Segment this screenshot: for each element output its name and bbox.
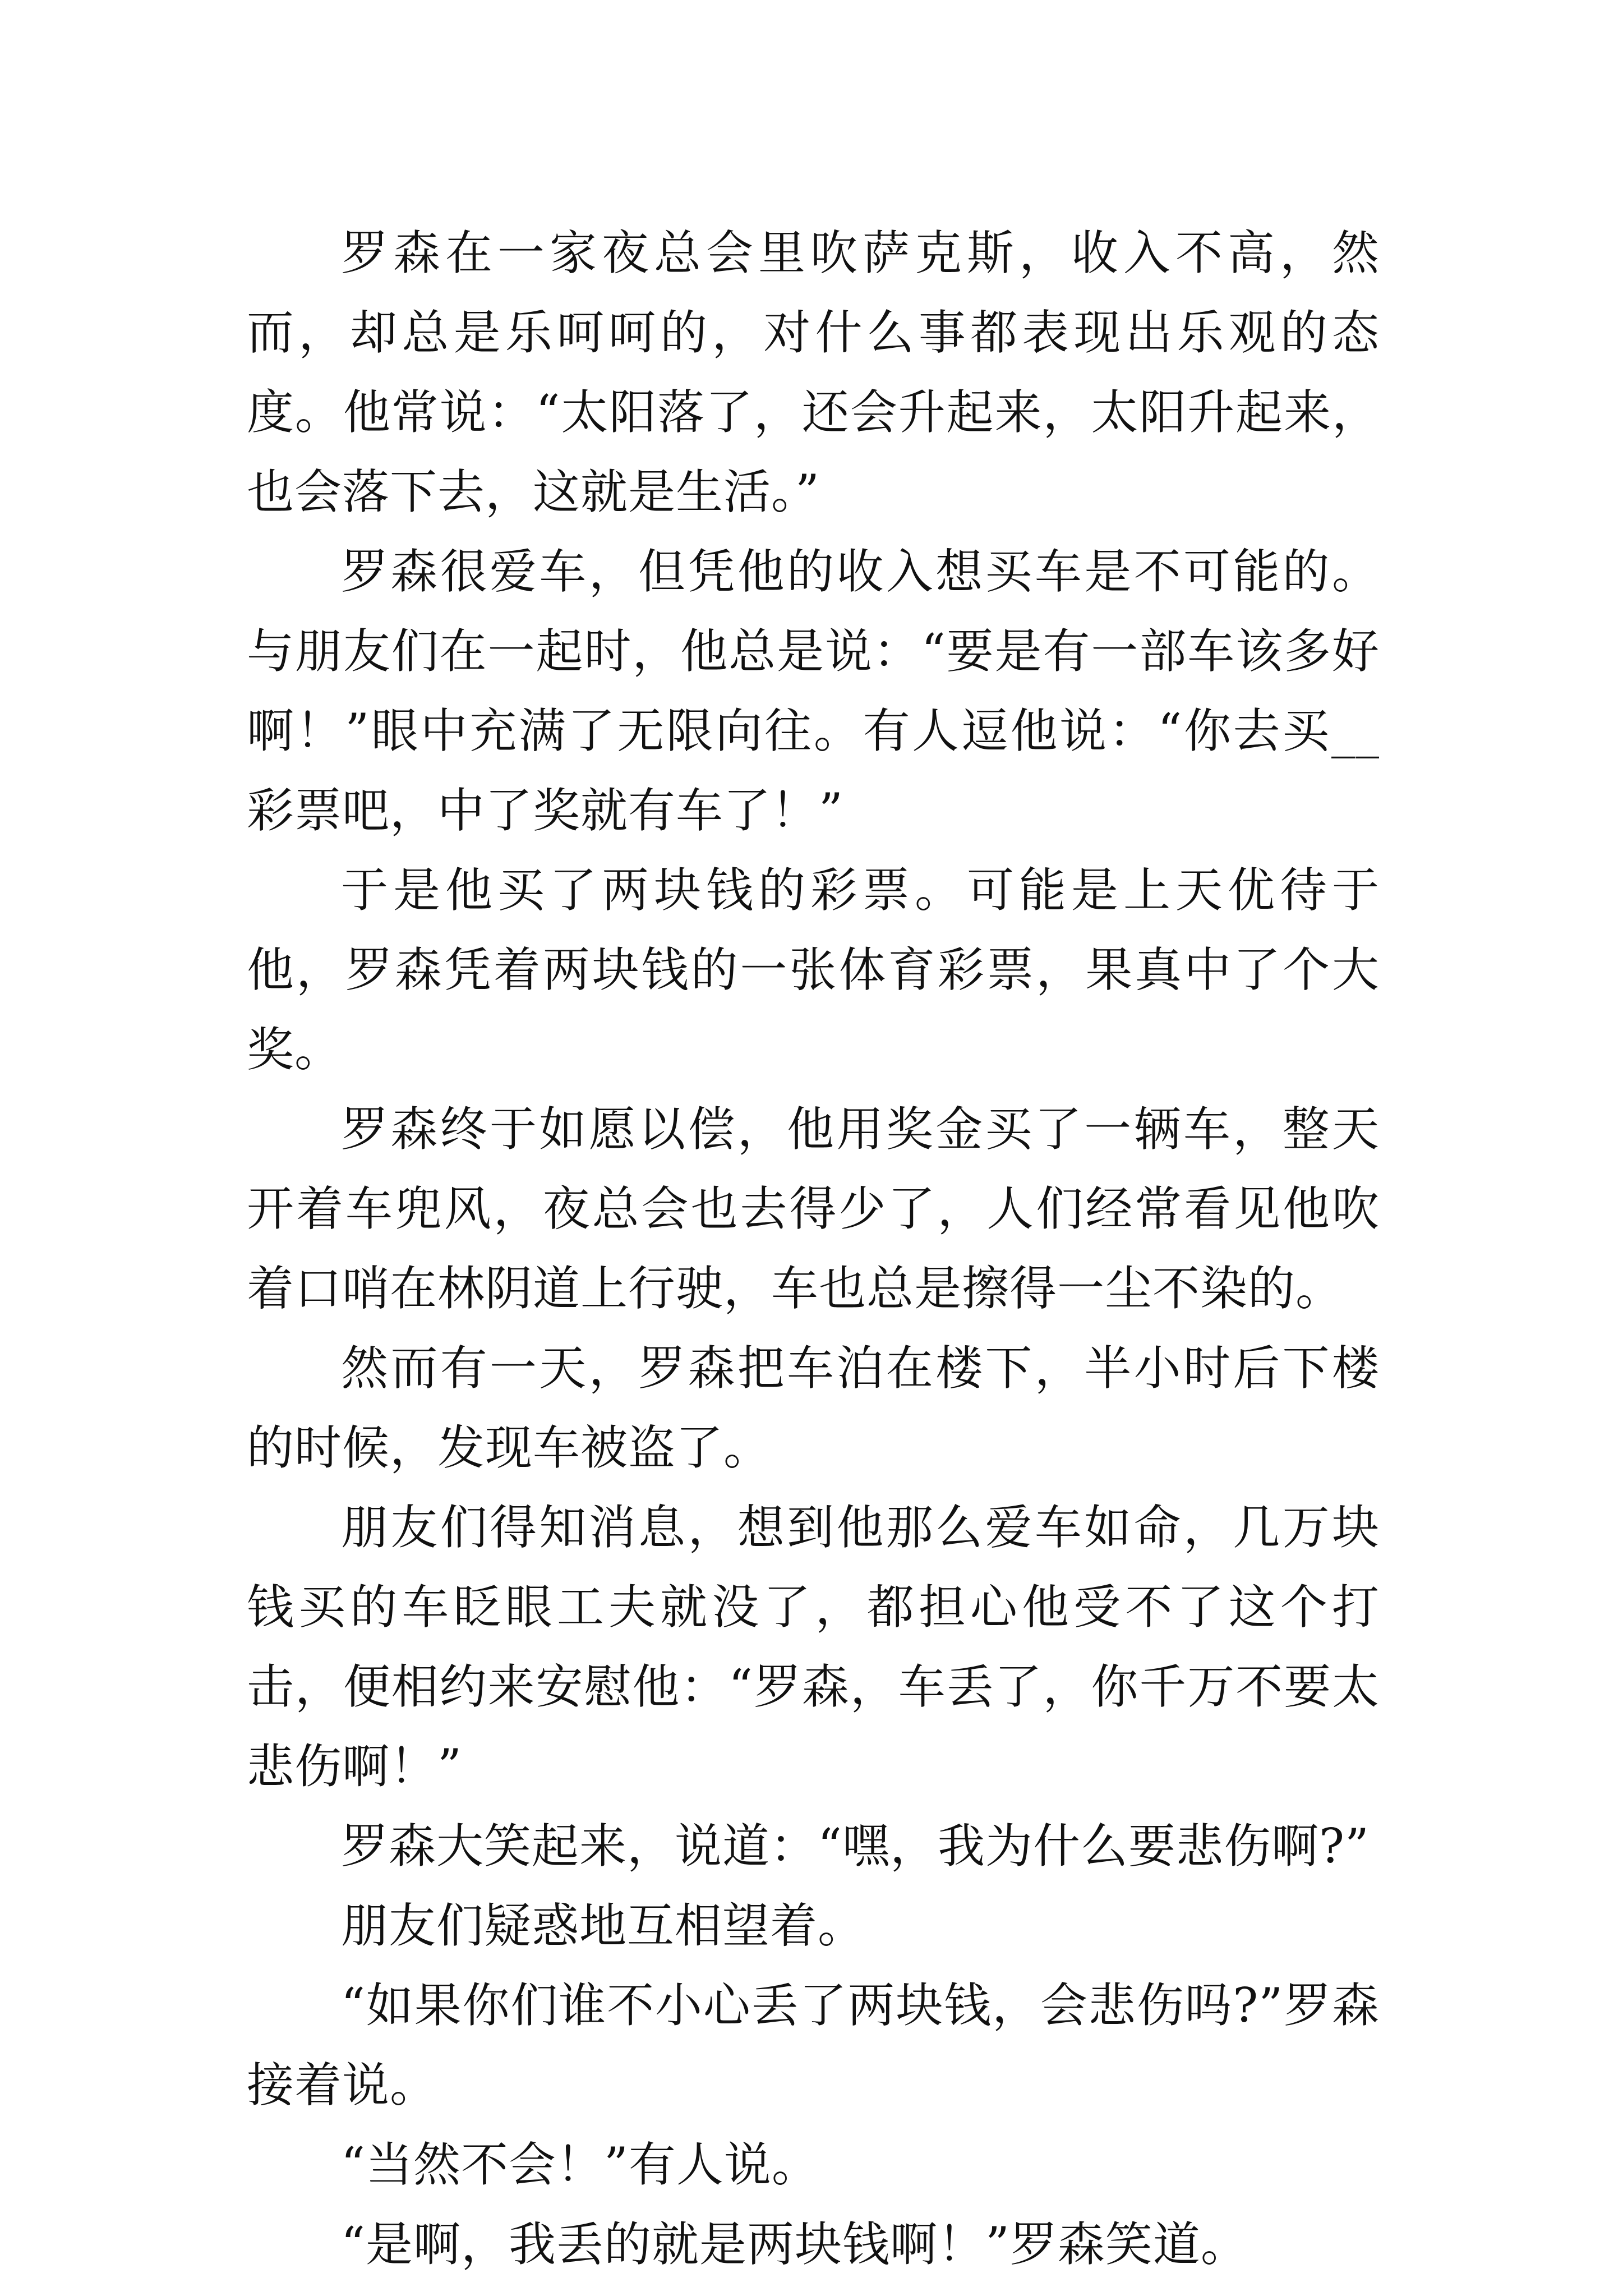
paragraph-3: 于是他买了两块钱的彩票。可能是上天优待于他，罗森凭着两块钱的一张体育彩票，果真中了个大奖。	[247, 863, 1380, 1077]
paragraph-7: 罗森大笑起来，说道：“嘿，我为什么要悲伤啊?”	[341, 1819, 1370, 1874]
paragraph-4: 罗森终于如愿以偿，他用奖金买了一辆车，整天开着车兜风，夜总会也去得少了，人们经常看见他吹着口哨在林阴道上行驶，车也总是擦得一尘不染的。	[247, 1102, 1380, 1316]
paragraph-2: 罗森很爱车，但凭他的收入想买车是不可能的。与朋友们在一起时，他总是说：“要是有一部车该多好啊！”眼中充满了无限向往。有人逗他说：“你去买__彩票吧，中了奖就有车了！”	[247, 544, 1380, 838]
paragraph-10: “当然不会！”有人说。	[341, 2137, 819, 2192]
paragraph-6: 朋友们得知消息，想到他那么爱车如命，几万块钱买的车眨眼工夫就没了，都担心他受不了这个打击，便相约来安慰他：“罗森，车丢了，你千万不要太悲伤啊！”	[247, 1500, 1380, 1794]
paragraph-5: 然而有一天，罗森把车泊在楼下，半小时后下楼的时候，发现车被盗了。	[247, 1341, 1380, 1475]
paragraph-1: 罗森在一家夜总会里吹萨克斯，收入不高，然而，却总是乐呵呵的，对什么事都表现出乐观的态度。他常说：“太阳落了，还会升起来，太阳升起来，也会落下去，这就是生活。”	[247, 226, 1380, 519]
document-page	[247, 213, 1380, 2284]
paragraph-11: “是啊，我丢的就是两块钱啊！”罗森笑道。	[341, 2217, 1248, 2272]
paragraph-9: “如果你们谁不小心丢了两块钱，会悲伤吗?”罗森接着说。	[247, 1978, 1380, 2113]
paragraph-8: 朋友们疑惑地互相望着。	[341, 1898, 866, 1953]
